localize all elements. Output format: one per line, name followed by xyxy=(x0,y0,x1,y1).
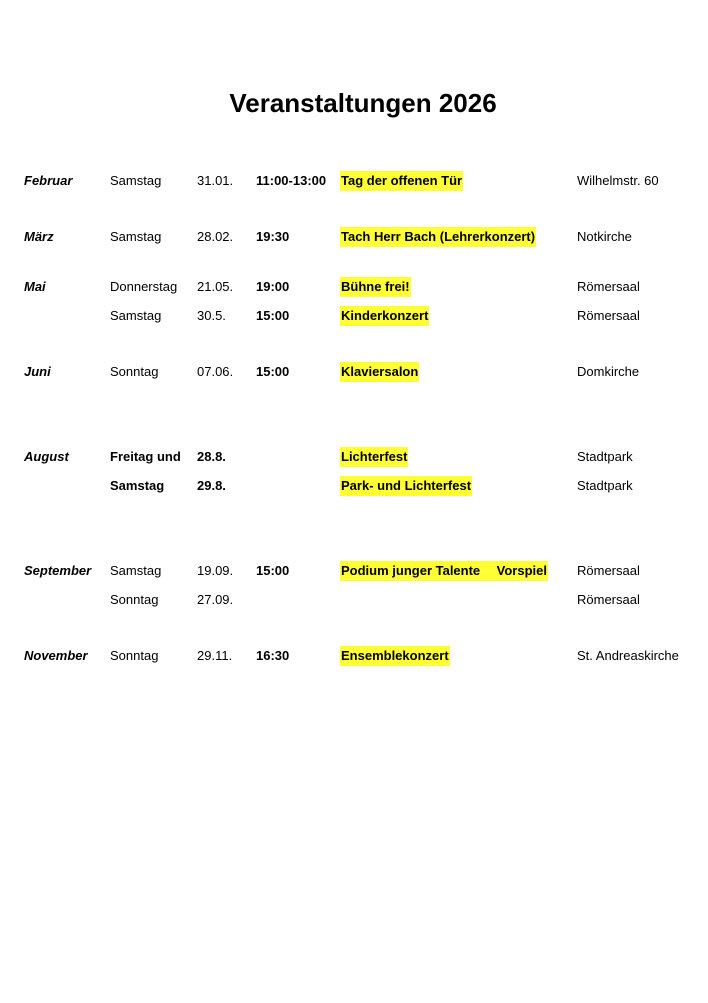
event-month: November xyxy=(24,648,88,663)
event-row xyxy=(0,476,708,496)
event-title: Bühne frei! xyxy=(340,277,411,297)
event-month: September xyxy=(24,563,92,578)
event-row xyxy=(0,227,708,247)
event-month: Februar xyxy=(24,173,73,188)
event-day: Donnerstag xyxy=(110,279,178,294)
event-date: 29.11. xyxy=(197,648,233,663)
event-place: Römersaal xyxy=(577,308,640,323)
event-row xyxy=(0,306,708,326)
event-place: Notkirche xyxy=(577,229,632,244)
event-time: 19:30 xyxy=(256,229,290,244)
event-place: Domkirche xyxy=(577,364,640,379)
event-time: 15:00 xyxy=(256,563,290,578)
event-place: Wilhelmstr. 60 xyxy=(577,173,659,188)
event-day: Sonntag xyxy=(110,364,159,379)
event-place: Römersaal xyxy=(577,279,640,294)
event-month: Mai xyxy=(24,279,46,294)
event-date: 21.05. xyxy=(197,279,234,294)
event-place: Stadtpark xyxy=(577,449,633,464)
event-title-highlight xyxy=(340,561,548,581)
event-date: 07.06. xyxy=(197,364,234,379)
event-month: August xyxy=(24,449,69,464)
event-place: St. Andreaskirche xyxy=(577,648,679,663)
event-day: Sonntag xyxy=(110,648,159,663)
event-date: 28.02. xyxy=(197,229,234,244)
event-date: 31.01. xyxy=(197,173,234,188)
event-day: Samstag xyxy=(110,229,162,244)
event-day: Samstag xyxy=(110,173,162,188)
event-day: Freitag und xyxy=(110,449,181,464)
event-date: 29.8. xyxy=(197,478,226,493)
event-date: 30.5. xyxy=(197,308,226,323)
event-title: Lichterfest xyxy=(340,447,408,467)
event-date: 19.09. xyxy=(197,563,234,578)
event-place: Römersaal xyxy=(577,592,640,607)
event-date: 27.09. xyxy=(197,592,234,607)
event-row xyxy=(0,646,708,666)
event-place: Stadtpark xyxy=(577,478,633,493)
event-time: 15:00 xyxy=(256,364,290,379)
event-time: 19:00 xyxy=(256,279,290,294)
event-title: Klaviersalon xyxy=(340,362,419,382)
event-row xyxy=(0,590,708,610)
event-row xyxy=(0,362,708,382)
event-title: Tach Herr Bach (Lehrerkonzert) xyxy=(340,227,536,247)
event-title: Kinderkonzert xyxy=(340,306,429,326)
event-day: Samstag xyxy=(110,478,165,493)
event-time: 11:00-13:00 xyxy=(256,173,327,188)
event-row xyxy=(0,561,708,581)
event-row xyxy=(0,171,708,191)
event-row xyxy=(0,277,708,297)
page-title: Veranstaltungen 2026 xyxy=(229,88,497,118)
event-day: Sonntag xyxy=(110,592,159,607)
event-month: März xyxy=(24,229,54,244)
event-time: 16:30 xyxy=(256,648,290,663)
event-title: Park- und Lichterfest xyxy=(340,476,472,496)
event-title-extra: Vorspiel xyxy=(496,563,547,578)
event-day: Samstag xyxy=(110,563,162,578)
event-month: Juni xyxy=(24,364,51,379)
event-time: 15:00 xyxy=(256,308,290,323)
event-title: Podium junger Talente xyxy=(341,563,481,578)
event-title: Ensemblekonzert xyxy=(340,646,450,666)
event-date: 28.8. xyxy=(197,449,226,464)
event-day: Samstag xyxy=(110,308,162,323)
event-place: Römersaal xyxy=(577,563,640,578)
event-row xyxy=(0,447,708,467)
event-title: Tag der offenen Tür xyxy=(340,171,463,191)
